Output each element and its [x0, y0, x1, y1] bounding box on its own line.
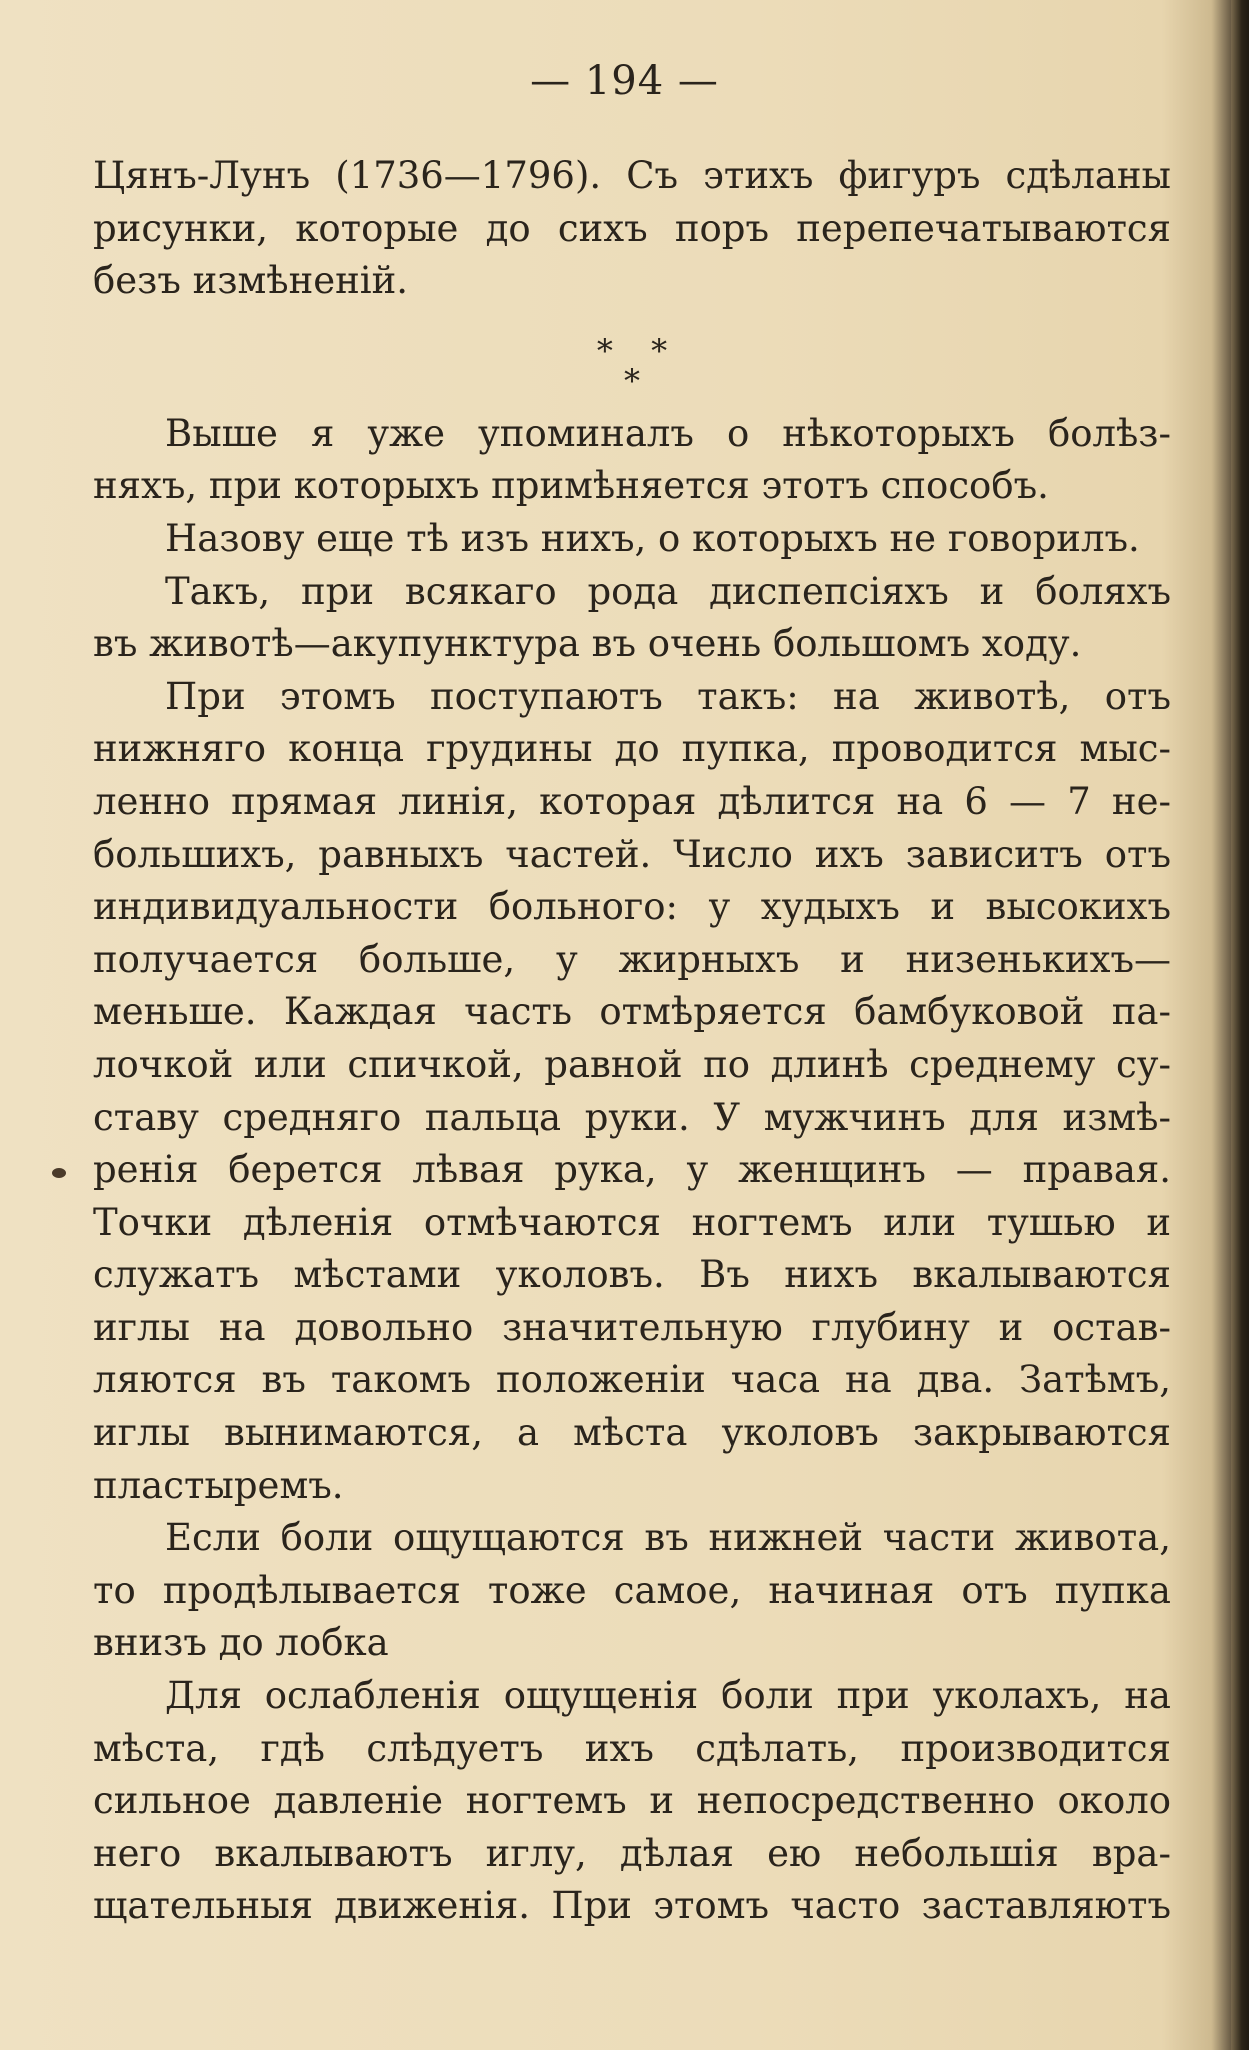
- text-line: иглы вынимаются, а мѣста уколовъ закрываются: [93, 1411, 1171, 1455]
- text-line: нижняго конца грудины до пупка, проводится мыс-: [93, 727, 1171, 771]
- text-line: Цянъ-Лунъ (1736—1796). Съ этихъ фигуръ сдѣланы: [93, 154, 1171, 197]
- page-number: — 194 —: [530, 58, 719, 104]
- text-line: сильное давленіе ногтемъ и непосредственно около: [93, 1779, 1171, 1823]
- text-line: Для ослабленія ощущенія боли при уколахъ, на: [165, 1674, 1171, 1718]
- text-line: служатъ мѣстами уколовъ. Въ нихъ вкалываются: [93, 1253, 1171, 1297]
- text-line: него вкалываютъ иглу, дѣлая ею небольшія вра-: [93, 1831, 1171, 1875]
- page-edge-shadow: [1231, 0, 1249, 2050]
- text-line: Точки дѣленія отмѣчаются ногтемъ или тушью и: [93, 1200, 1171, 1244]
- text-line: ставу средняго пальца руки. У мужчинъ для измѣ-: [93, 1095, 1171, 1139]
- text-line: то продѣлывается тоже самое, начиная отъ пупка: [93, 1568, 1171, 1612]
- text-line: ляются въ такомъ положеніи часа на два. Затѣмъ,: [93, 1358, 1171, 1402]
- text-line: пластыремъ.: [93, 1463, 344, 1507]
- text-line: внизъ до лобка: [93, 1621, 389, 1665]
- text-line: щательныя движенія. При этомъ часто заставляютъ: [93, 1884, 1171, 1928]
- text-line: въ животѣ—акупунктура въ очень большомъ ходу.: [93, 622, 1082, 666]
- text-line: иглы на довольно значительную глубину и остав-: [93, 1305, 1171, 1349]
- text-line: индивидуальности больного: у худыхъ и высокихъ: [93, 885, 1171, 929]
- text-line: меньше. Каждая часть отмѣряется бамбуковой па-: [93, 990, 1171, 1034]
- text-line: Назову еще тѣ изъ нихъ, о которыхъ не говорилъ.: [165, 516, 1140, 560]
- text-line: Если боли ощущаются въ нижней части живота,: [165, 1516, 1171, 1560]
- text-line: рисунки, которые до сихъ поръ перепечатываются: [93, 206, 1171, 250]
- text-line: Такъ, при всякаго рода диспепсіяхъ и боляхъ: [165, 569, 1171, 613]
- text-line: получается больше, у жирныхъ и низенькихъ—: [93, 937, 1171, 981]
- text-line: няхъ, при которыхъ примѣняется этотъ способъ.: [93, 464, 1049, 508]
- text-line: ренія берется лѣвая рука, у женщинъ — правая.: [93, 1148, 1171, 1192]
- text-line: ленно прямая линія, которая дѣлится на 6 — 7 не-: [93, 779, 1171, 823]
- text-line: мѣста, гдѣ слѣдуетъ ихъ сдѣлать, производится: [93, 1726, 1171, 1770]
- divider-stars-bottom: *: [624, 361, 640, 400]
- text-line: лочкой или спичкой, равной по длинѣ среднему су-: [93, 1042, 1171, 1086]
- text-line: Выше я уже упоминалъ о нѣкоторыхъ болѣз-: [165, 411, 1171, 455]
- section-divider: [93, 308, 1171, 408]
- ink-mark: [52, 1168, 66, 1178]
- divider-stars-top: * *: [596, 331, 682, 370]
- text-line: большихъ, равныхъ частей. Число ихъ зависитъ отъ: [93, 832, 1171, 876]
- body-text: [93, 150, 1171, 1933]
- text-line: При этомъ поступаютъ такъ: на животѣ, отъ: [165, 674, 1171, 718]
- text-line: безъ измѣненій.: [93, 259, 409, 303]
